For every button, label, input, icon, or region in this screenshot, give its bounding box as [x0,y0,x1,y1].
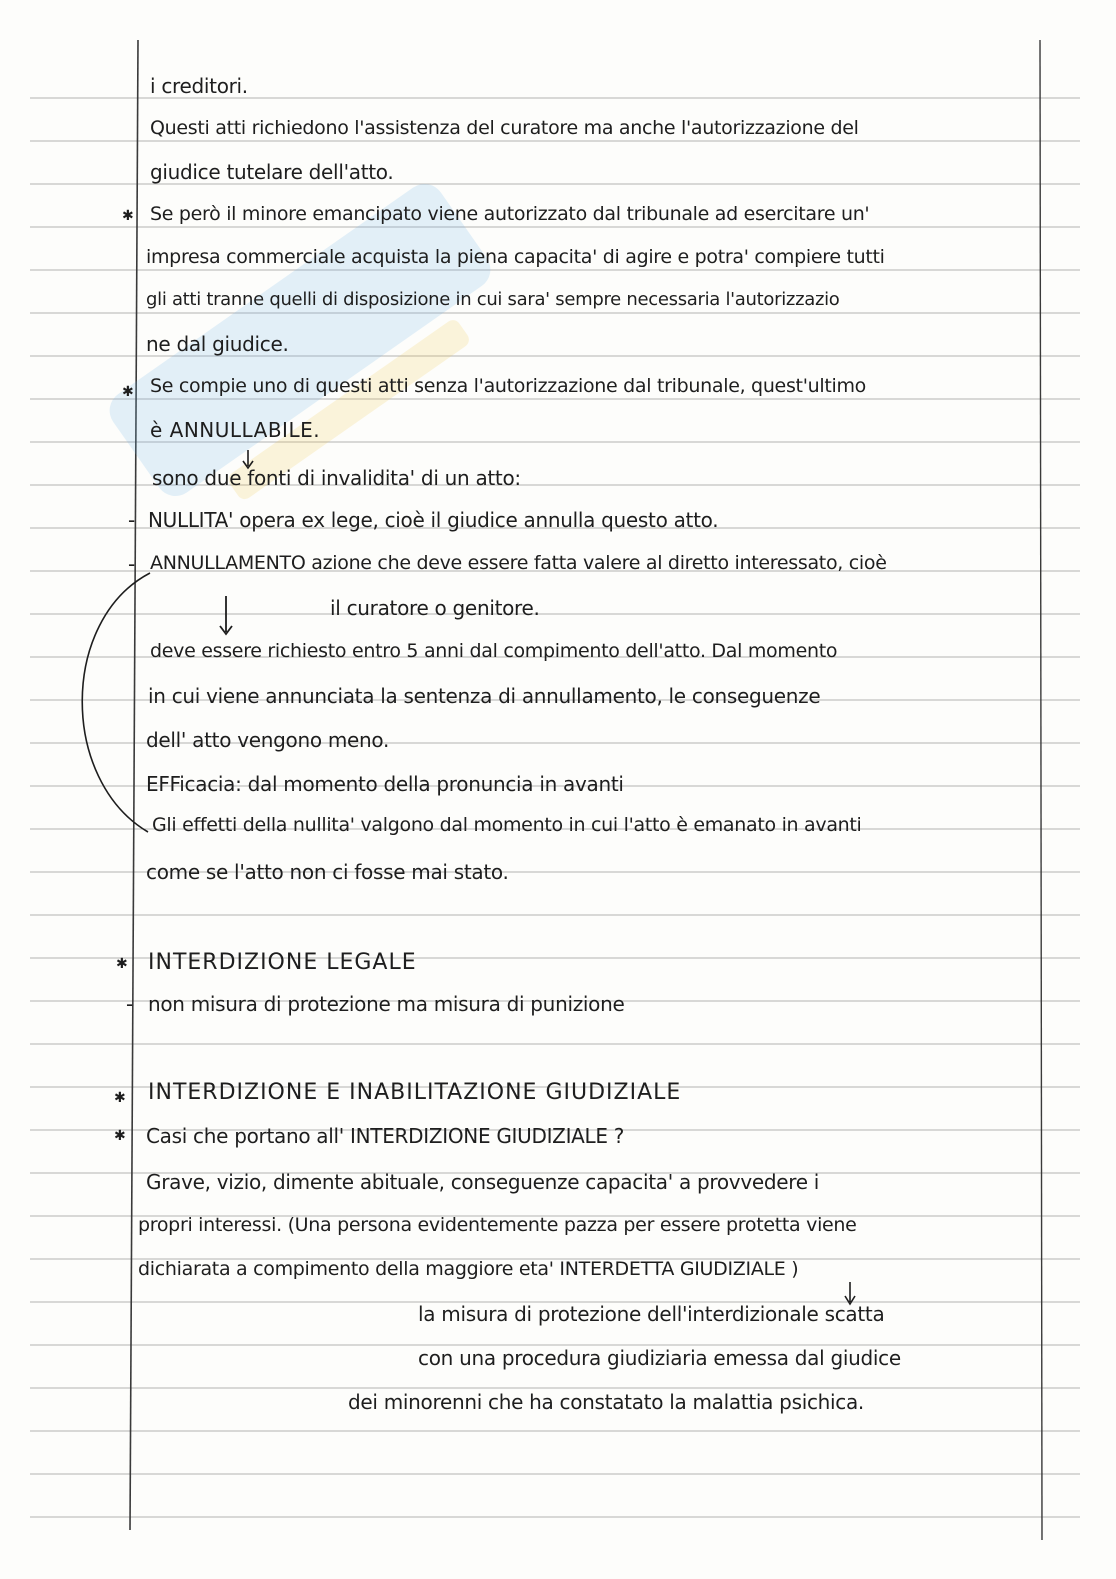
section-heading: INTERDIZIONE LEGALE [148,950,417,975]
bracket-curve [82,573,150,832]
note-line: Casi che portano all' INTERDIZIONE GIUDIZIALE ? [146,1124,625,1148]
star-bullet: ✱ [122,384,134,400]
note-line: ne dal giudice. [146,332,289,356]
note-line: Se però il minore emancipato viene autorizzato dal tribunale ad esercitare un' [150,203,870,225]
note-line: ANNULLAMENTO azione che deve essere fatta valere al diretto interessato, cioè [150,552,887,574]
note-line: giudice tutelare dell'atto. [150,160,394,184]
note-line: come se l'atto non ci fosse mai stato. [146,860,509,884]
note-line: Gli effetti della nullita' valgono dal momento in cui l'atto è emanato in avanti [152,814,862,836]
note-line: sono due fonti di invalidita' di un atto: [152,466,521,490]
star-bullet: ✱ [114,1128,126,1144]
note-line: non misura di protezione ma misura di punizione [148,992,625,1016]
star-bullet: ✱ [122,208,134,224]
note-line: dei minorenni che ha constatato la malattia psichica. [348,1390,864,1414]
note-line: impresa commerciale acquista la piena capacita' di agire e potra' compiere tutti [146,246,885,268]
note-line: Se compie uno di questi atti senza l'autorizzazione dal tribunale, quest'ultimo [150,375,867,397]
arrow-down-1 [220,596,232,634]
note-line: Questi atti richiedono l'assistenza del curatore ma anche l'autorizzazione del [150,117,859,139]
note-line: EFFicacia: dal momento della pronuncia in avanti [146,772,624,796]
arrow-down-3 [845,1282,855,1304]
note-line: propri interessi. (Una persona evidentemente pazza per essere protetta viene [138,1214,857,1236]
dash-bullet: - [128,552,136,576]
note-line: NULLITA' opera ex lege, cioè il giudice annulla questo atto. [148,508,719,532]
dash-bullet: - [126,992,134,1016]
note-line: in cui viene annunciata la sentenza di annullamento, le conseguenze [148,684,821,708]
note-line: dell' atto vengono meno. [146,728,390,752]
note-line: deve essere richiesto entro 5 anni dal compimento dell'atto. Dal momento [150,640,838,662]
note-line: è ANNULLABILE. [150,418,321,442]
section-heading: INTERDIZIONE E INABILITAZIONE GIUDIZIALE [148,1080,682,1105]
dash-bullet: - [128,508,136,532]
note-line: con una procedura giudiziaria emessa dal giudice [418,1346,901,1370]
note-line: la misura di protezione dell'interdizionale scatta [418,1302,885,1326]
note-line: Grave, vizio, dimente abituale, conseguenze capacita' a provvedere i [146,1170,820,1194]
note-line: i creditori. [150,74,248,98]
note-line: gli atti tranne quelli di disposizione in cui sara' sempre necessaria l'autorizzazio [146,289,840,310]
star-bullet: ✱ [114,1090,126,1106]
note-line: il curatore o genitore. [330,596,540,620]
star-bullet: ✱ [116,956,128,972]
note-line: dichiarata a compimento della maggiore eta' INTERDETTA GIUDIZIALE ) [138,1258,799,1280]
